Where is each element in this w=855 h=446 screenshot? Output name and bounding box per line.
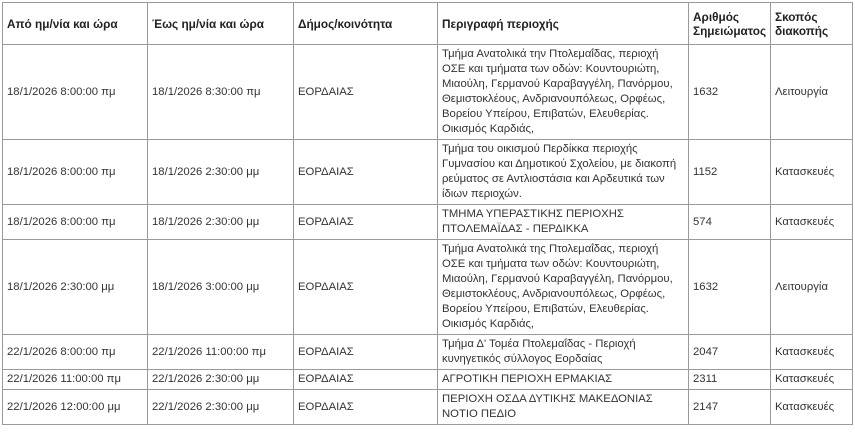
cell-from: 18/1/2026 8:00:00 πμ [3, 45, 148, 140]
outage-table [2, 2, 853, 425]
cell-purpose: Κατασκευές [771, 140, 853, 205]
header-row [3, 3, 853, 45]
header-to: Έως ημ/νία και ώρα [148, 3, 294, 45]
cell-purpose: Κατασκευές [771, 205, 853, 240]
cell-from: 18/1/2026 2:30:00 μμ [3, 240, 148, 335]
cell-description: Τμήμα Ανατολικά την Πτολεμαΐδας, περιοχή ΟΣΕ και τμήματα των οδών: Κουντουριώτη, Μιαούλη, Γερμανού Καραβαγγέλη, Πανόρμου, Θεμιστοκλέους, Ανδριανουπόλεως, Ορφέως, Βορείου Υπείρου, Επιβατών, Ελευθερίας. Οικισμός Καρδιάς, [438, 45, 689, 140]
cell-description: ΠΕΡΙΟΧΗ ΟΣΔΑ ΔΥΤΙΚΗΣ ΜΑΚΕΔΟΝΙΑΣ ΝΟΤΙΟ ΠΕΔΙΟ [438, 390, 689, 425]
cell-to: 18/1/2026 2:30:00 μμ [148, 205, 294, 240]
cell-from: 22/1/2026 8:00:00 πμ [3, 335, 148, 370]
cell-from: 22/1/2026 11:00:00 πμ [3, 370, 148, 390]
table-row [3, 205, 853, 240]
cell-description: Τμήμα Δ' Τομέα Πτολεμαΐδας - Περιοχή κυνηγετικός σύλλογος Εορδαίας [438, 335, 689, 370]
cell-to: 22/1/2026 11:00:00 πμ [148, 335, 294, 370]
cell-note: 2147 [689, 390, 771, 425]
cell-description: ΑΓΡΟΤΙΚΗ ΠΕΡΙΟΧΗ ΕΡΜΑΚΙΑΣ [438, 370, 689, 390]
cell-note: 1632 [689, 240, 771, 335]
cell-to: 22/1/2026 2:30:00 μμ [148, 370, 294, 390]
table-row [3, 140, 853, 205]
cell-note: 2311 [689, 370, 771, 390]
cell-to: 18/1/2026 2:30:00 μμ [148, 140, 294, 205]
cell-note: 1152 [689, 140, 771, 205]
cell-municipality: ΕΟΡΔΑΙΑΣ [294, 335, 438, 370]
header-purpose: Σκοπός διακοπής [771, 3, 853, 45]
header-from: Από ημ/νία και ώρα [3, 3, 148, 45]
cell-note: 2047 [689, 335, 771, 370]
cell-to: 18/1/2026 8:30:00 πμ [148, 45, 294, 140]
cell-to: 22/1/2026 2:30:00 μμ [148, 390, 294, 425]
table-row [3, 370, 853, 390]
table-row [3, 240, 853, 335]
cell-description: Τμήμα Ανατολικά της Πτολεμαΐδας, περιοχή ΟΣΕ και τμήματα των οδών: Κουντουριώτη, Μιαούλη, Γερμανού Καραβαγγέλη, Πανόρμου, Θεμιστοκλέους, Ανδριανουπόλεως, Ορφέως, Βορείου Υπείρου, Επιβατών, Ελευθερίας. Οικισμός Καρδιάς, [438, 240, 689, 335]
cell-municipality: ΕΟΡΔΑΙΑΣ [294, 45, 438, 140]
cell-to: 18/1/2026 3:00:00 μμ [148, 240, 294, 335]
cell-description: ΤΜΗΜΑ ΥΠΕΡΑΣΤΙΚΗΣ ΠΕΡΙΟΧΗΣ ΠΤΟΛΕΜΑΪΔΑΣ - ΠΕΡΔΙΚΚΑ [438, 205, 689, 240]
header-description: Περιγραφή περιοχής [438, 3, 689, 45]
cell-purpose: Κατασκευές [771, 390, 853, 425]
cell-municipality: ΕΟΡΔΑΙΑΣ [294, 240, 438, 335]
cell-from: 22/1/2026 12:00:00 μμ [3, 390, 148, 425]
table-row [3, 335, 853, 370]
cell-municipality: ΕΟΡΔΑΙΑΣ [294, 205, 438, 240]
header-municipality: Δήμος/κοινότητα [294, 3, 438, 45]
header-note-number: Αριθμός Σημειώματος [689, 3, 771, 45]
table-row [3, 45, 853, 140]
cell-note: 1632 [689, 45, 771, 140]
cell-municipality: ΕΟΡΔΑΙΑΣ [294, 370, 438, 390]
cell-purpose: Κατασκευές [771, 335, 853, 370]
cell-note: 574 [689, 205, 771, 240]
cell-purpose: Λειτουργία [771, 45, 853, 140]
cell-municipality: ΕΟΡΔΑΙΑΣ [294, 140, 438, 205]
cell-purpose: Λειτουργία [771, 240, 853, 335]
cell-from: 18/1/2026 8:00:00 πμ [3, 140, 148, 205]
table-row [3, 390, 853, 425]
cell-municipality: ΕΟΡΔΑΙΑΣ [294, 390, 438, 425]
cell-from: 18/1/2026 8:00:00 πμ [3, 205, 148, 240]
cell-purpose: Κατασκευές [771, 370, 853, 390]
cell-description: Τμήμα του οικισμού Περδίκκα περιοχής Γυμνασίου και Δημοτικού Σχολείου, με διακοπή ρεύματος σε Αντλιοστάσια και Αρδευτικά των ίδιων περιοχών. [438, 140, 689, 205]
